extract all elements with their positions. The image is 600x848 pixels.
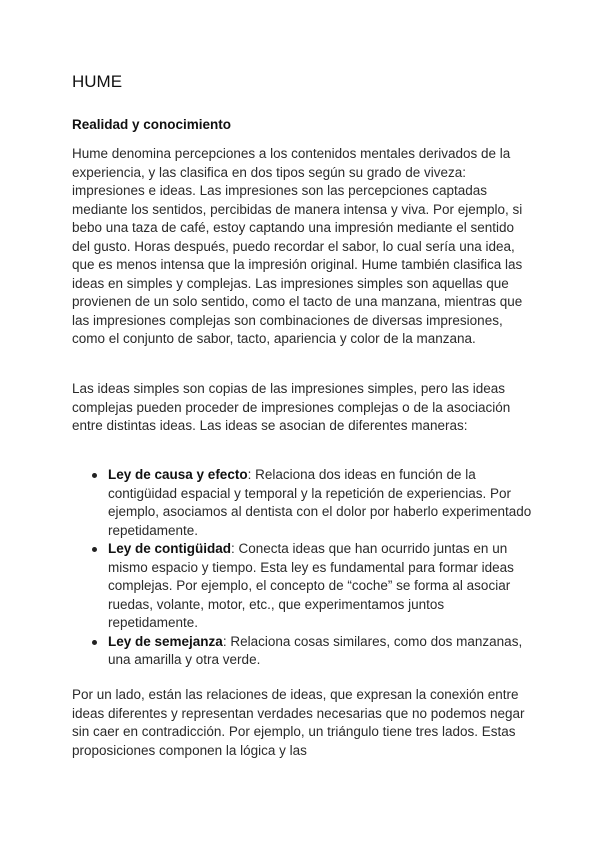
document-title: HUME xyxy=(72,72,123,91)
paragraph-ideas-simples: Las ideas simples son copias de las impresiones simples, pero las ideas complejas pueden proceder de impresiones complejas o de la asociación entre distintas ideas. Las ideas se asocian de diferentes maneras: xyxy=(72,381,511,433)
paragraph-relaciones-ideas: Por un lado, están las relaciones de ideas, que expresan la conexión entre ideas diferentes y representan verdades necesarias que no podemos negar sin caer en contradicción. Por ejemplo, un triángulo tiene tres lados. Estas proposiciones componen la lógica y las xyxy=(72,687,525,758)
list-item xyxy=(72,633,532,670)
association-laws-list xyxy=(72,466,532,670)
law-description: : Relaciona cosas similares, como dos manzanas, una amarilla y otra verde. xyxy=(108,633,523,667)
bullet-icon xyxy=(92,547,97,552)
law-term: Ley de causa y efecto xyxy=(108,467,248,482)
bullet-icon xyxy=(92,473,97,478)
paragraph-percepciones: Hume denomina percepciones a los contenidos mentales derivados de la experiencia, y las clasifica en dos tipos según su grado de viveza: impresiones e ideas. Las impresiones son las percepciones captadas mediante los sentidos, percibidas de manera intensa y viva. Por ejemplo, si bebo una taza de café, estoy captando una impresión mediante el sentido del gusto. Horas después, puedo recordar el sabor, lo cual sería una idea, que es menos intensa que la impresión original. Hume también clasifica las ideas en simples y complejas. Las impresiones simples son aquellas que provienen de un solo sentido, como el tacto de una manzana, mientras que las impresiones complejas son combinaciones de diversas impresiones, como el conjunto de sabor, tacto, apariencia y color de la manzana. xyxy=(72,146,523,346)
law-term: Ley de semejanza xyxy=(108,633,223,649)
law-term: Ley de contigüidad xyxy=(108,541,232,556)
section-heading: Realidad y conocimiento xyxy=(72,117,232,132)
law-description: : Relaciona dos ideas en función de la contigüidad espacial y temporal y la repetición de experiencias. Por ejemplo, asociamos al dentista con el dolor por haberlo experimentado repetidamente. xyxy=(108,467,532,538)
law-description: : Conecta ideas que han ocurrido juntas en un mismo espacio y tiempo. Esta ley es fundamental para formar ideas complejas. Por ejemplo, el concepto de “coche” se forma al asociar ruedas, volante, motor, etc., que experimentamos juntos repetidamente. xyxy=(108,541,514,630)
list-item xyxy=(72,466,532,540)
bullet-icon xyxy=(92,640,97,645)
list-item xyxy=(72,540,532,633)
